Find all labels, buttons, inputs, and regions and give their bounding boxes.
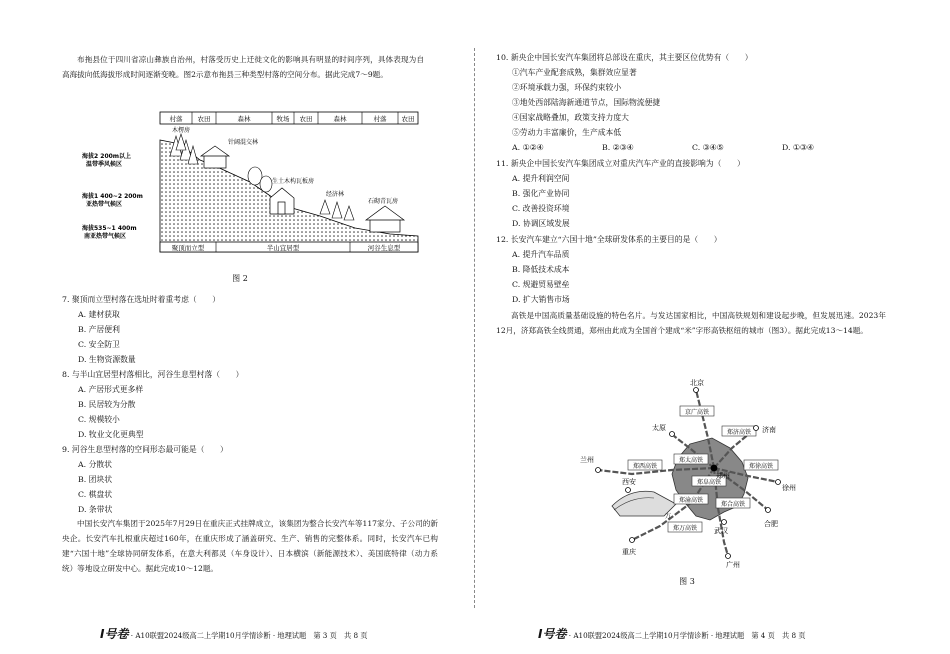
question-7-stem: 7. 聚顶而立型村落在选址时着重考虑（ ） [62, 295, 221, 304]
city-dot-guangzhou [726, 554, 731, 559]
q7-option-d[interactable]: D. 生物资源数量 [78, 355, 136, 364]
q11-option-d[interactable]: D. 协调区域发展 [512, 219, 570, 228]
stone-house-icon [366, 206, 404, 232]
label-zhengji: 郑济高铁 [726, 429, 752, 436]
top-label-3: 森林 [237, 115, 251, 123]
top-label-4: 牧场 [276, 115, 290, 123]
question-8-stem: 8. 与半山宜居型村落相比，河谷生息型村落（ ） [62, 370, 244, 379]
label-zhenghe: 郑合高铁 [720, 501, 746, 508]
city-xuzhou: 徐州 [782, 484, 796, 492]
q10-option-c[interactable]: C. ③④⑤ [692, 143, 724, 152]
bottom-label-1: 聚顶而立型 [171, 244, 205, 252]
city-xian: 西安 [622, 478, 636, 486]
q10-item-5: ⑤劳动力丰富廉价，生产成本低 [512, 128, 622, 137]
city-dot-xuzhou [776, 480, 781, 485]
q8-option-c[interactable]: C. 规模较小 [78, 415, 120, 424]
label-zhengfu: 郑阜高铁 [696, 479, 722, 486]
q9-option-b[interactable]: B. 团块状 [78, 475, 113, 484]
top-label-1: 村落 [169, 115, 183, 123]
top-label-5: 农田 [299, 115, 313, 123]
label-stone-house: 石砌青瓦房 [368, 198, 399, 205]
q9-option-a[interactable]: A. 分散状 [78, 460, 112, 469]
city-lanzhou: 兰州 [580, 456, 594, 464]
figure-3-caption: 图 3 [679, 577, 695, 586]
q12-option-b[interactable]: B. 降低技术成本 [512, 265, 570, 274]
question-12-stem: 12. 长安汽车建立“六国十地”全球研发体系的主要目的是（ ） [496, 235, 722, 244]
q11-option-a[interactable]: A. 提升利润空间 [512, 174, 570, 183]
earth-house-icon [270, 188, 294, 214]
label-zhengtai: 郑太高铁 [678, 457, 704, 464]
city-dot-xian [626, 488, 631, 493]
q9-option-d[interactable]: D. 条带状 [78, 505, 113, 514]
q10-option-a[interactable]: A. ①②④ [512, 143, 544, 152]
footer-page-3 [100, 625, 368, 642]
q10-item-3: ③地处西部陆海新通道节点，国际物流便捷 [512, 98, 661, 107]
climate-label-3: 南亚热带气候区 [84, 233, 127, 240]
top-label-7: 村落 [373, 115, 387, 123]
q12-option-c[interactable]: C. 规避贸易壁垒 [512, 280, 570, 289]
figure-2-caption: 图 2 [232, 274, 248, 283]
city-dot-wuhan [722, 520, 727, 525]
city-dot-beijing [694, 388, 699, 393]
question-10-stem: 10. 新央企中国长安汽车集团将总部设在重庆，其主要区位优势有（ ） [496, 53, 753, 62]
top-label-8: 农田 [401, 115, 415, 123]
city-jinan: 济南 [762, 426, 776, 434]
q10-item-2: ②环境承载力强，环保约束较小 [512, 83, 622, 92]
climate-label-1: 温带季风候区 [86, 161, 123, 168]
q10-option-d[interactable]: D. ①③④ [782, 143, 814, 152]
figure-2-village-diagram [80, 110, 420, 262]
footer-page-4 [538, 625, 806, 642]
material-3-paragraph: 高铁是中国高质量基础设施的特色名片。与发达国家相比，中国高铁规划和建设起步晚，但发展迅速。2023年12月，济郑高铁全线贯通，郑州由此成为全国首个建成“米”字形高铁枢纽的城市（图3）。据此完成13～14题。 [496, 311, 886, 335]
q7-option-b[interactable]: B. 产居便利 [78, 325, 120, 334]
top-label-2: 农田 [197, 115, 211, 123]
q8-option-a[interactable]: A. 产居形式更多样 [78, 385, 144, 394]
footer-text: · A10联盟2024级高二上学期10月学情诊断 · 地理试题 第 4 页 共 8 页 [568, 631, 806, 640]
city-dot-taiyuan [670, 432, 675, 437]
label-zhengxi: 郑西高铁 [632, 463, 658, 470]
q12-option-d[interactable]: D. 扩大销售市场 [512, 295, 570, 304]
wooden-house-icon [201, 146, 229, 168]
q10-option-b[interactable]: B. ②③④ [602, 143, 634, 152]
page-divider [474, 48, 475, 608]
footer-logo: I号卷 [100, 627, 129, 641]
q11-option-c[interactable]: C. 改善投资环境 [512, 204, 570, 213]
city-hefei: 合肥 [764, 520, 778, 528]
altitude-label-2: 海拔1 400~2 200m [82, 193, 143, 200]
q7-option-c[interactable]: C. 安全防卫 [78, 340, 120, 349]
city-dot-chongqing [630, 538, 635, 543]
page-3 [0, 0, 474, 654]
q10-item-4: ④国家战略叠加，政策支持力度大 [512, 113, 629, 122]
footer-text: · A10联盟2024级高二上学期10月学情诊断 · 地理试题 第 3 页 共 8 页 [130, 631, 368, 640]
footer-logo: I号卷 [538, 627, 567, 641]
q8-option-b[interactable]: B. 民居较为分散 [78, 400, 136, 409]
climate-label-2: 亚热带气候区 [86, 201, 123, 208]
q10-item-1: ①汽车产业配套成熟，集群效应显著 [512, 68, 637, 77]
city-chongqing: 重庆 [622, 548, 636, 556]
city-dot-lanzhou [596, 468, 601, 473]
question-9-stem: 9. 河谷生息型村落的空间形态最可能是（ ） [62, 445, 228, 454]
label-zhengxu: 郑徐高铁 [748, 463, 774, 470]
economic-forest-trees [320, 200, 354, 220]
label-mixed-forest: 针阔混交林 [228, 139, 259, 146]
city-guangzhou: 广州 [726, 561, 740, 568]
material-2-paragraph: 中国长安汽车集团于2025年7月29日在重庆正式挂牌成立，该集团为整合长安汽车等117家分、子公司的新央企。长安汽车扎根重庆超过160年，在重庆形成了涵盖研究、生产、销售的完整体系。同时，长安汽车已构建“六国十地”全球协同研发体系，在意大利都灵（车身设计）、日本横滨（新能源技术）、美国底特律（动力系统）等地设立研发中心。据此完成10～12题。 [62, 519, 438, 573]
altitude-label-1: 海拔2 200m以上 [82, 153, 132, 160]
label-wan-short: 万 [664, 513, 672, 520]
city-dot-zhengzhou [711, 465, 717, 471]
bottom-label-3: 河谷生息型 [367, 244, 401, 252]
city-zhengzhou: 郑州 [716, 472, 730, 480]
label-economic-forest: 经济林 [326, 191, 345, 198]
bottom-label-2: 半山宜居型 [266, 244, 300, 252]
city-taiyuan: 太原 [652, 424, 666, 432]
label-jingguang: 京广高铁 [684, 409, 710, 416]
top-label-6: 森林 [333, 115, 347, 123]
q7-option-a[interactable]: A. 建材获取 [78, 310, 120, 319]
q12-option-a[interactable]: A. 提升汽车品质 [512, 250, 570, 259]
figure-3-rail-map [572, 378, 808, 568]
intro-paragraph: 布拖县位于四川省凉山彝族自治州，村落受历史上迁徙文化的影响具有明显的时间序列，具体表现为自高海拔向低海拔形成时间逐渐变晚。图2示意布拖县三种类型村落的空间分布。据此完成7～9题。 [62, 55, 424, 79]
label-wooden-log-house: 木楞房 [172, 127, 191, 134]
city-dot-jinan [754, 426, 759, 431]
altitude-label-3: 海拔535~1 400m [82, 225, 137, 232]
q11-option-b[interactable]: B. 强化产业协同 [512, 189, 570, 198]
page-4 [476, 0, 950, 654]
q9-option-c[interactable]: C. 棋盘状 [78, 490, 113, 499]
city-wuhan: 武汉 [714, 527, 728, 535]
question-11-stem: 11. 新央企中国长安汽车集团成立对重庆汽车产业的直接影响为（ ） [496, 159, 745, 168]
label-zhengwan: 郑万高铁 [672, 525, 698, 532]
label-earth-house: 生土木构瓦板房 [272, 178, 315, 185]
city-beijing: 北京 [690, 379, 704, 387]
q8-option-d[interactable]: D. 牧业文化更典型 [78, 430, 144, 439]
city-dot-hefei [766, 508, 771, 513]
label-zhengyu: 郑渝高铁 [678, 497, 704, 504]
